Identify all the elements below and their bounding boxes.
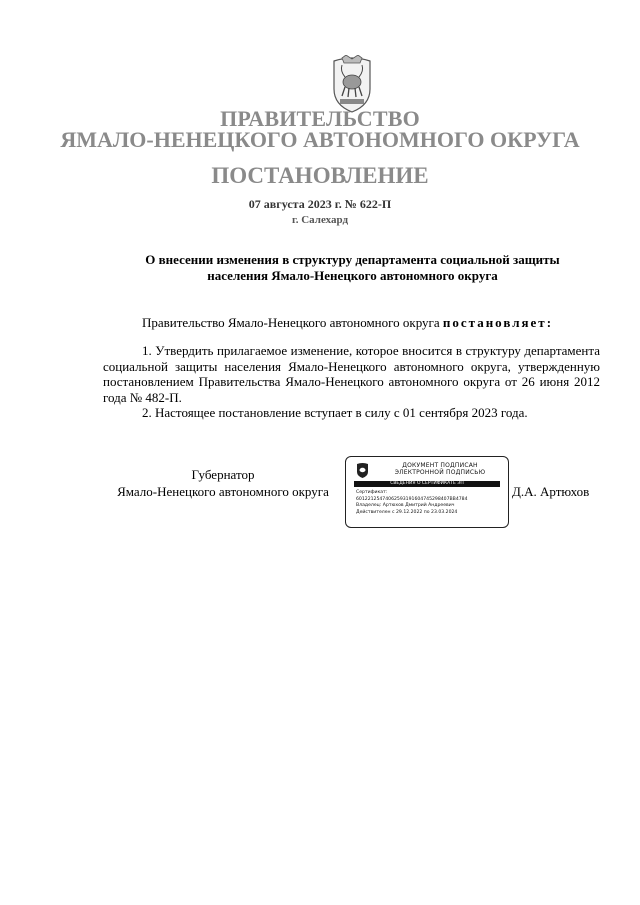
stamp-owner: Владелец: Артюхов Дмитрий Андреевич xyxy=(356,503,455,508)
org-name-line2: ЯМАЛО-НЕНЕЦКОГО АВТОНОМНОГО ОКРУГА xyxy=(60,127,580,152)
stamp-cert-label: Сертификат: xyxy=(356,490,388,495)
stamp-certificate-details xyxy=(356,490,468,516)
stamp-title xyxy=(376,462,504,476)
signatory-title-line2: Ямало-Ненецкого автономного округа xyxy=(117,484,329,499)
date-and-number: 07 августа 2023 г. № 622-П xyxy=(248,197,392,211)
electronic-signature-stamp xyxy=(345,456,509,528)
item-1: 1. Утвердить прилагаемое изменение, которое вносится в структуру департамента социальной защиты населения Ямало-Ненецкого автономного округа, утвержденную постановлением Правительства Ямало-Ненецкого автономного округа от 26 июня 2012 года № 482-П. xyxy=(103,343,600,405)
document-subject xyxy=(100,252,605,284)
stamp-title-line1: ДОКУМЕНТ ПОДПИСАН xyxy=(402,462,478,469)
preamble-text: Правительство Ямало-Ненецкого автономного округа xyxy=(142,315,443,330)
signatory-name: Д.А. Артюхов xyxy=(512,484,590,499)
stamp-certificate-bar: СВЕДЕНИЯ О СЕРТИФИКАТЕ ЭП xyxy=(354,481,500,487)
coat-of-arms-emblem xyxy=(326,55,378,113)
city: г. Салехард xyxy=(291,214,349,226)
item-2: 2. Настоящее постановление вступает в силу с 01 сентября 2023 года. xyxy=(142,405,528,420)
subject-line1: О внесении изменения в структуру департамента социальной защиты xyxy=(145,252,560,267)
stamp-validity: Действителен с 29.12.2022 по 23.03.2024 xyxy=(356,509,458,515)
org-name-line1: ПРАВИТЕЛЬСТВО xyxy=(220,106,420,131)
document-body xyxy=(103,343,600,421)
stamp-cert-number: 60122125474062593191604745298407BB4784 xyxy=(356,496,468,502)
preamble-keyword: постановляет: xyxy=(442,315,554,330)
stamp-emblem-icon xyxy=(356,462,369,478)
document-type: ПОСТАНОВЛЕНИЕ xyxy=(211,163,429,188)
signatory-title-line1: Губернатор xyxy=(191,467,255,482)
preamble xyxy=(142,315,553,331)
stamp-title-line2: ЭЛЕКТРОННОЙ ПОДПИСЬЮ xyxy=(394,469,486,476)
subject-line2: населения Ямало-Ненецкого автономного округа xyxy=(207,268,498,283)
signatory-title xyxy=(103,466,343,500)
